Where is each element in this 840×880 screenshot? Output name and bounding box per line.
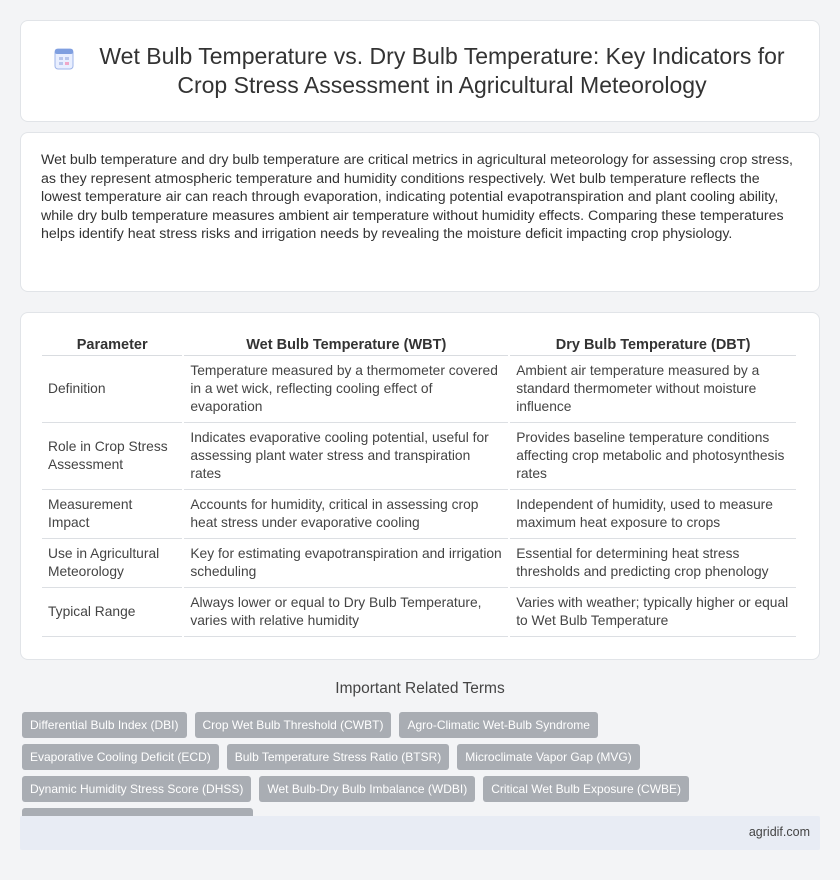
site-link[interactable]: agridif.com [748, 825, 810, 839]
table-cell-dbt: Ambient air temperature measured by a standard thermometer without moisture influence [510, 356, 796, 423]
related-terms-title: Important Related Terms [335, 680, 505, 697]
table-row [42, 490, 796, 539]
column-header-dbt: Dry Bulb Temperature (DBT) [510, 333, 796, 356]
table-cell-wbt: Always lower or equal to Dry Bulb Temperature, varies with relative humidity [184, 588, 508, 637]
intro-paragraph: Wet bulb temperature and dry bulb temperature are critical metrics in agricultural meteorology for assessing crop stress, as they represent atmospheric temperature and humidity conditions respectively. Wet bulb temperature reflects the lowest temperature air can reach through evaporation, indicating potential evapotranspiration and plant cooling ability, while dry bulb temperature measures ambient air temperature without humidity effects. Comparing these temperatures helps identify heat stress risks and irrigation needs by revealing the moisture deficit impacting crop physiology. [41, 152, 793, 242]
comparison-table [40, 333, 798, 637]
column-header-parameter: Parameter [42, 333, 182, 356]
comparison-table-card [20, 312, 820, 660]
related-term-tag[interactable]: Wet Bulb-Dry Bulb Imbalance (WDBI) [259, 776, 475, 802]
table-cell-dbt: Essential for determining heat stress thresholds and predicting crop phenology [510, 539, 796, 588]
related-term-tag[interactable]: Differential Bulb Index (DBI) [22, 712, 187, 738]
table-cell-wbt: Temperature measured by a thermometer covered in a wet wick, reflecting cooling effect of evaporation [184, 356, 508, 423]
footer [20, 816, 820, 850]
table-cell-dbt: Provides baseline temperature conditions affecting crop metabolic and photosynthesis rates [510, 423, 796, 490]
related-term-tag[interactable]: Crop Wet Bulb Threshold (CWBT) [195, 712, 392, 738]
table-cell-parameter: Definition [42, 356, 182, 423]
table-cell-parameter: Measurement Impact [42, 490, 182, 539]
table-cell-dbt: Varies with weather; typically higher or equal to Wet Bulb Temperature [510, 588, 796, 637]
table-row [42, 539, 796, 588]
table-header-row [42, 333, 796, 356]
related-term-tag[interactable]: Evaporative Cooling Deficit (ECD) [22, 744, 219, 770]
related-term-tag[interactable]: Critical Wet Bulb Exposure (CWBE) [483, 776, 689, 802]
table-cell-parameter: Role in Crop Stress Assessment [42, 423, 182, 490]
related-term-tag[interactable]: Agro-Climatic Wet-Bulb Syndrome [399, 712, 598, 738]
document-icon [51, 46, 77, 72]
table-cell-wbt: Accounts for humidity, critical in assessing crop heat stress under evaporative cooling [184, 490, 508, 539]
column-header-wbt: Wet Bulb Temperature (WBT) [184, 333, 508, 356]
header-card [20, 20, 820, 122]
table-cell-parameter: Use in Agricultural Meteorology [42, 539, 182, 588]
table-cell-wbt: Indicates evaporative cooling potential, useful for assessing plant water stress and transpiration rates [184, 423, 508, 490]
table-cell-wbt: Key for estimating evapotranspiration and irrigation scheduling [184, 539, 508, 588]
table-row [42, 356, 796, 423]
page-title: Wet Bulb Temperature vs. Dry Bulb Temperature: Key Indicators for Crop Stress Assessment in Agricultural Meteorology [99, 43, 785, 98]
table-cell-dbt: Independent of humidity, used to measure maximum heat exposure to crops [510, 490, 796, 539]
table-row [42, 423, 796, 490]
intro-card [20, 132, 820, 292]
related-term-tag[interactable]: Microclimate Vapor Gap (MVG) [457, 744, 639, 770]
table-row [42, 588, 796, 637]
related-term-tag[interactable]: Dynamic Humidity Stress Score (DHSS) [22, 776, 251, 802]
table-cell-parameter: Typical Range [42, 588, 182, 637]
related-term-tag[interactable]: Bulb Temperature Stress Ratio (BTSR) [227, 744, 450, 770]
